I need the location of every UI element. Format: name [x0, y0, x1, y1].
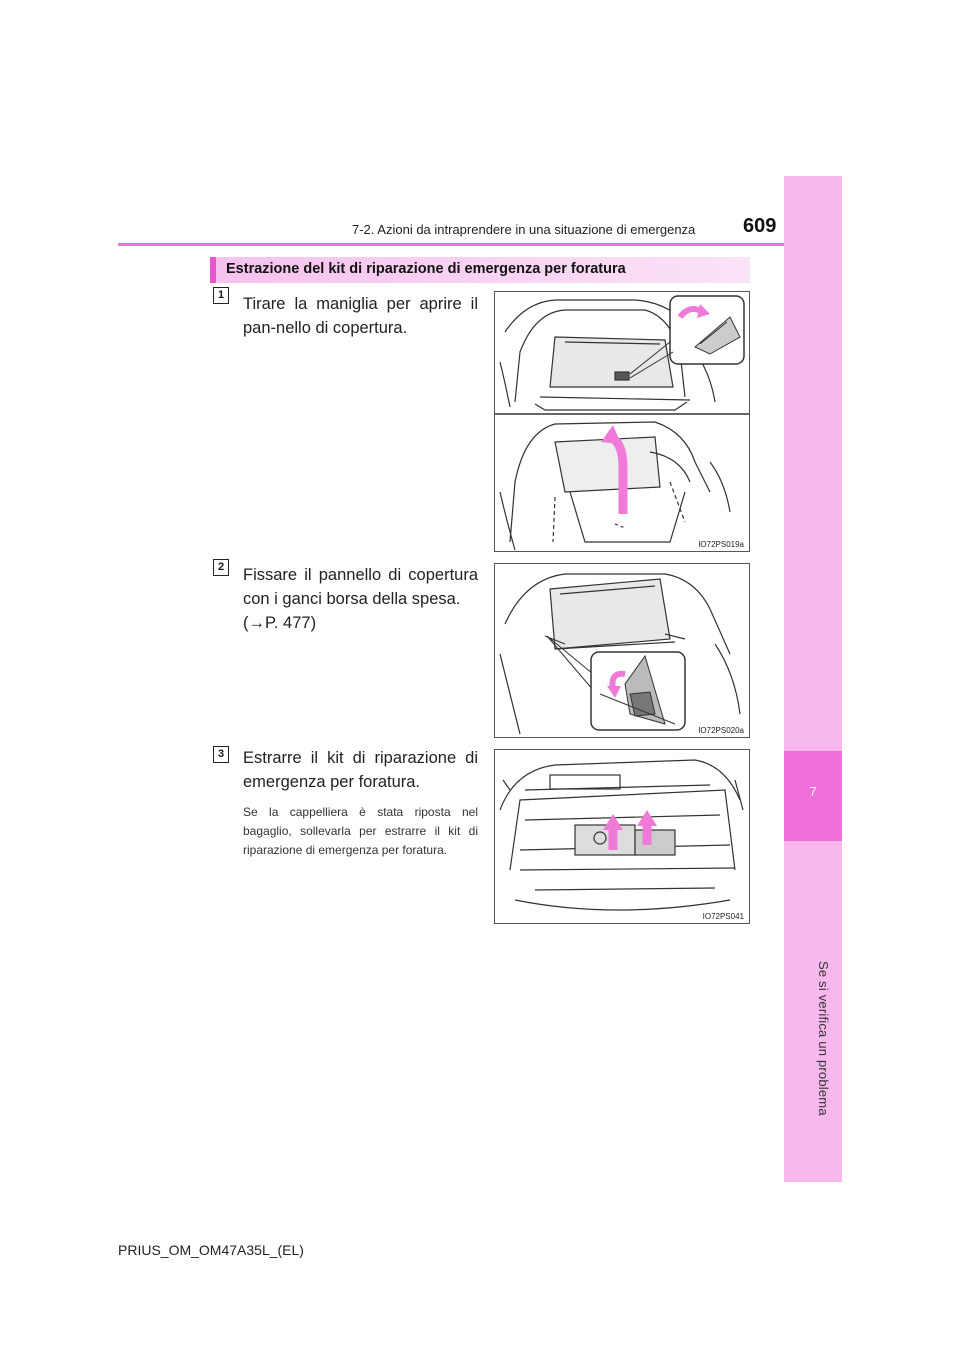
chapter-title: Se si verifica un problema	[816, 961, 831, 1116]
step-number-3: 3	[213, 746, 229, 763]
repair-kit-illustration	[495, 750, 750, 924]
section-heading	[210, 257, 750, 283]
figure-step-1	[494, 291, 750, 552]
figure-code: IO72PS041	[702, 912, 744, 921]
running-header: 7-2. Azioni da intraprendere in una situazione di emergenza	[352, 222, 696, 237]
figure-code: IO72PS020a	[698, 726, 744, 735]
section-heading-text: Estrazione del kit di riparazione di emergenza per foratura	[226, 261, 626, 277]
trunk-cover-illustration	[495, 292, 750, 552]
figure-step-2	[494, 563, 750, 738]
document-id: PRIUS_OM_OM47A35L_(EL)	[118, 1242, 304, 1258]
step-2-reference: (→P. 477)	[243, 614, 317, 632]
figure-step-3	[494, 749, 750, 924]
step-3-note: Se la cappelliera è stata riposta nel bagaglio, sollevarla per estrarre il kit di riparazione di emergenza per foratura.	[243, 805, 478, 857]
step-number-1: 1	[213, 287, 229, 304]
header-rule	[118, 243, 784, 246]
step-3-text: Estrarre il kit di riparazione di emergenza per foratura.	[243, 749, 478, 791]
page-number: 609	[743, 215, 777, 237]
step-1-text: Tirare la maniglia per aprire il pan-nello di copertura.	[243, 295, 478, 337]
figure-code: IO72PS019a	[698, 540, 744, 549]
cover-hook-illustration	[495, 564, 750, 738]
chapter-number: 7	[809, 784, 817, 799]
chapter-side-tab	[784, 176, 842, 1182]
step-number-2: 2	[213, 559, 229, 576]
step-2-text: Fissare il pannello di copertura con i ganci borsa della spesa.	[243, 566, 478, 608]
